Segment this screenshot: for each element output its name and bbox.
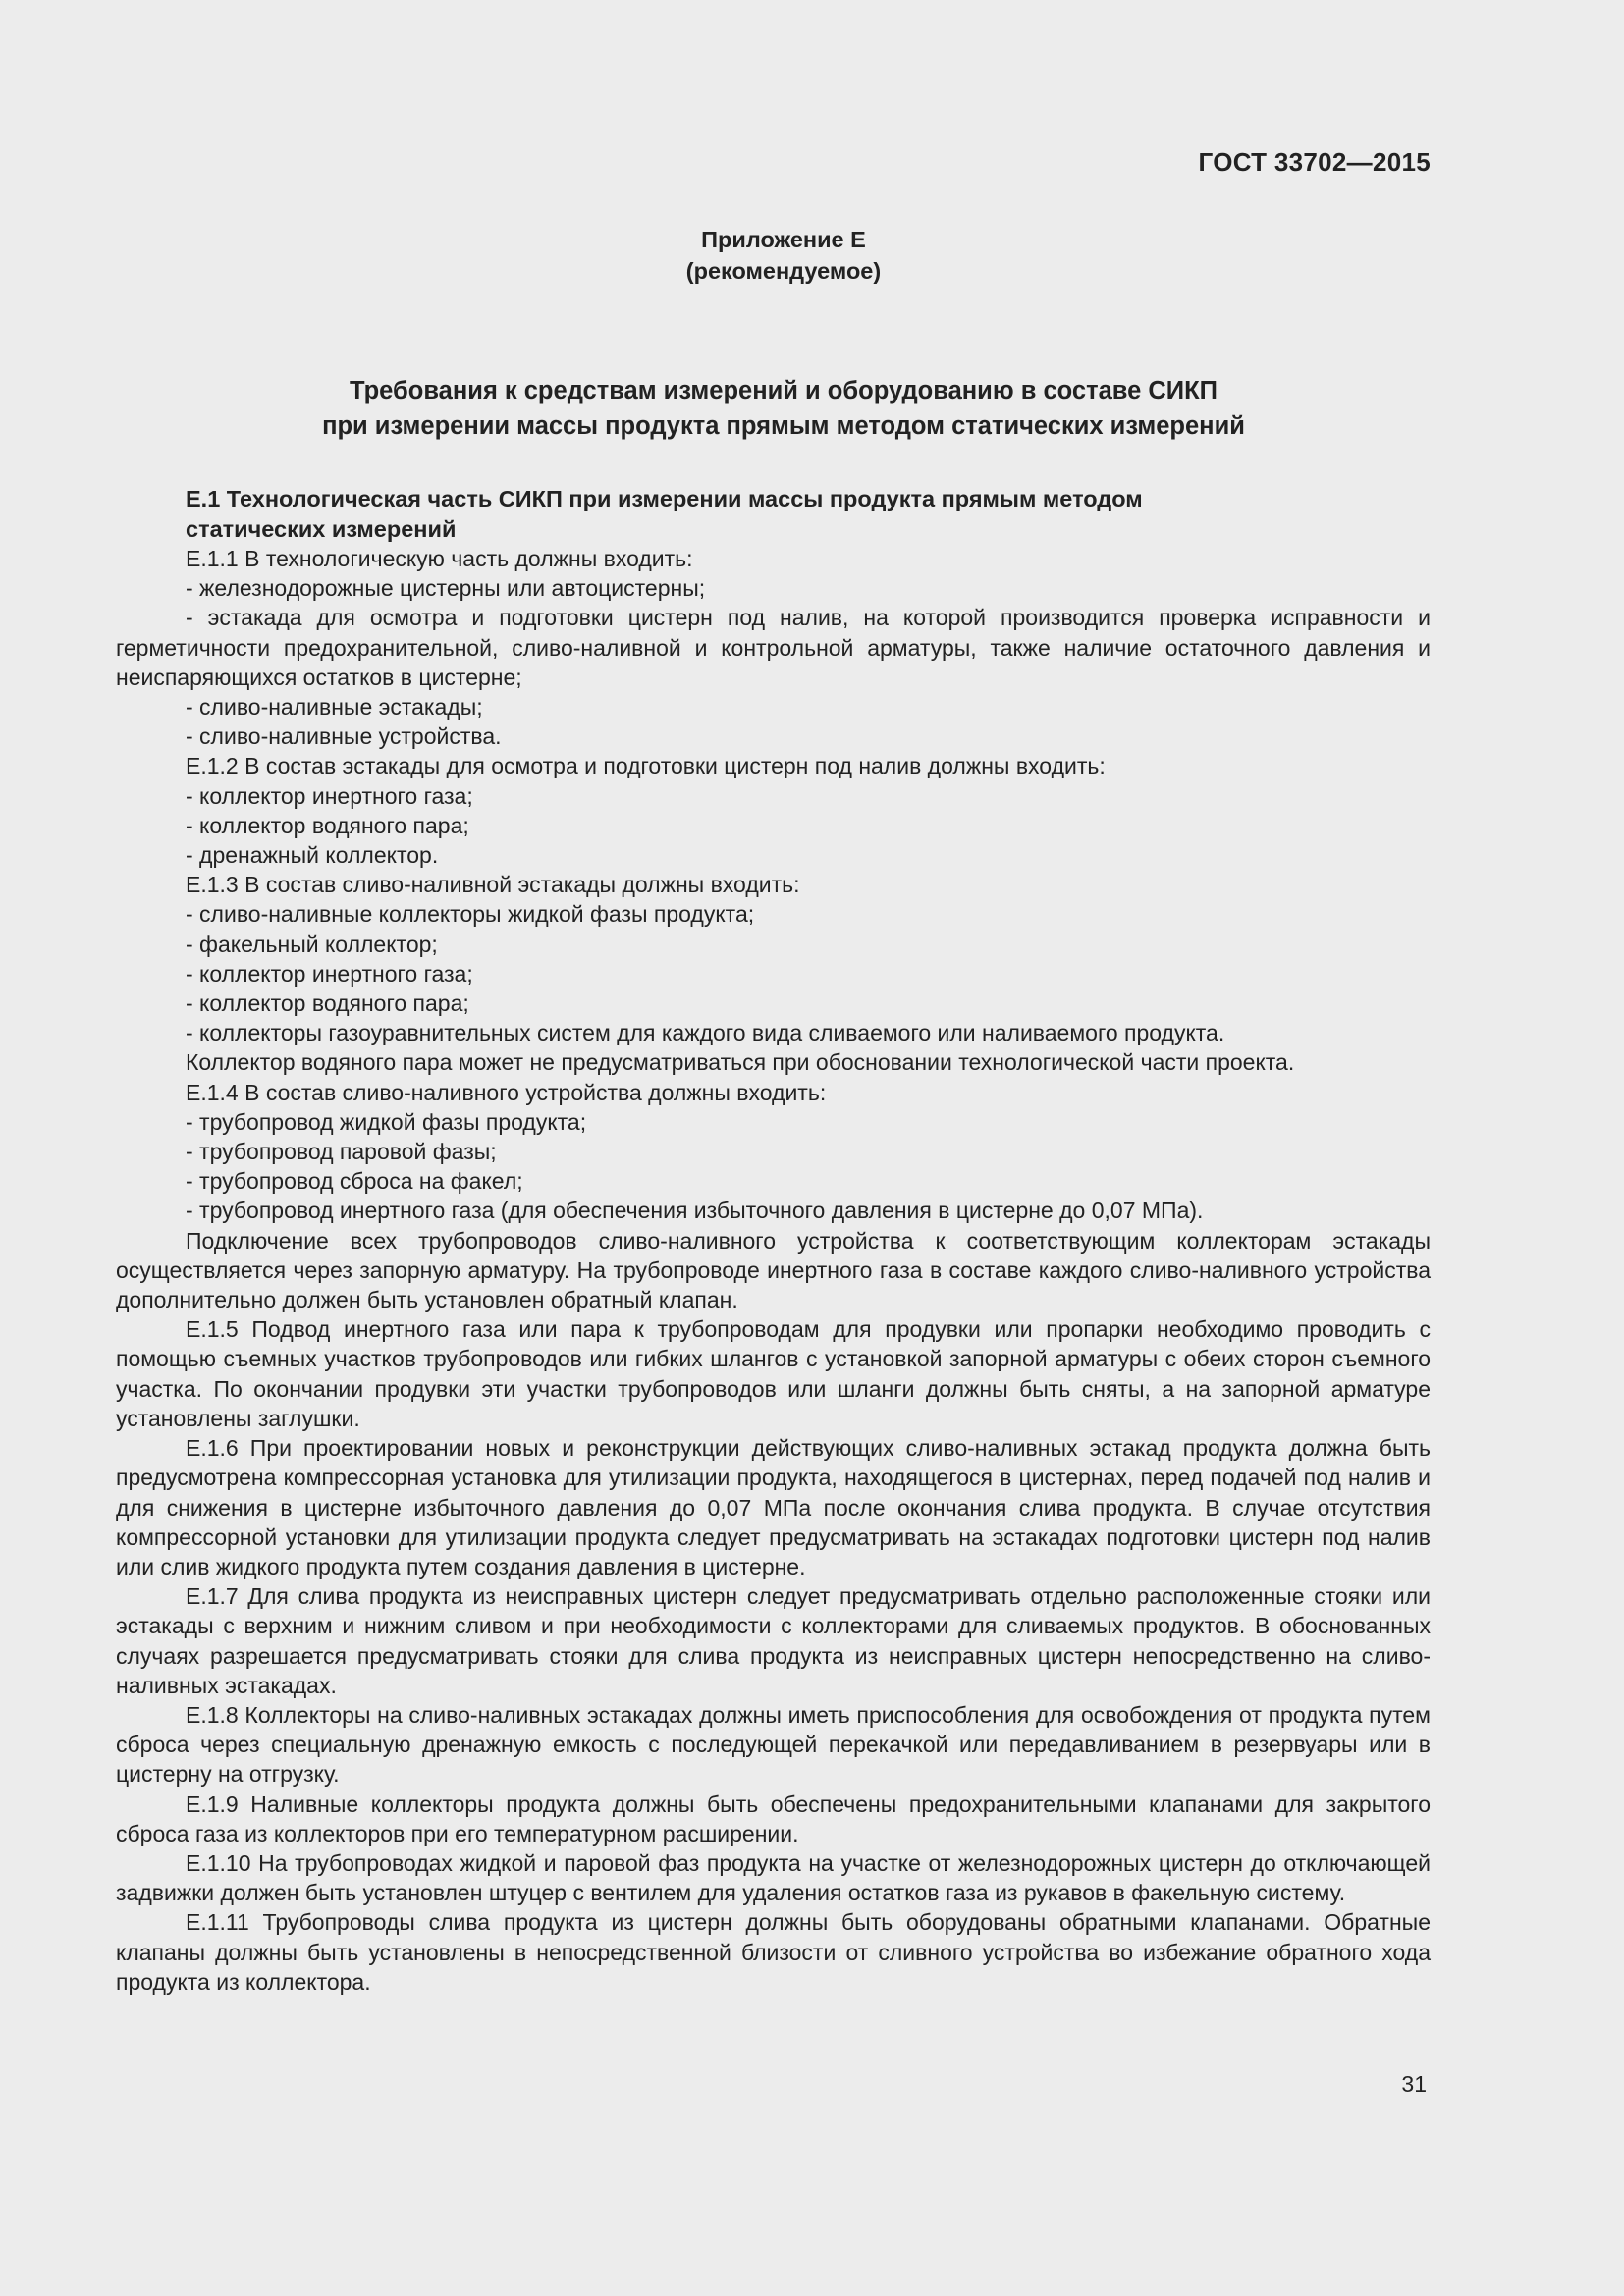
page-number: 31 [1401,2071,1427,2097]
list-item: - трубопровод паровой фазы; [186,1139,497,1165]
list-item: - коллектор инертного газа; [186,782,473,809]
body-paragraph: Е.1.8 Коллекторы на сливо-наливных эстакадах должны иметь приспособления для освобождения от продукта путем сброса через специальную дренажную емкость с последующей перекачкой или передавливанием в резервуары или в цистерну на отгрузку. [116,1701,1431,1788]
appendix-subtitle: (рекомендуемое) [685,258,882,284]
list-item: - факельный коллектор; [186,931,438,957]
list-item: - коллекторы газоуравнительных систем для каждого вида сливаемого или наливаемого продукта. [186,1020,1225,1046]
list-item: - железнодорожные цистерны или автоцистерны; [186,575,706,602]
section-heading: Е.1 Технологическая часть СИКП при измерении массы продукта прямым методом статических измерений [186,486,1143,542]
body-paragraph: Е.1.11 Трубопроводы слива продукта из цистерн должны быть оборудованы обратными клапанами. Обратные клапаны должны быть установлены в непосредственной близости от сливного устройства во избежание обратного хода продукта из коллектора. [116,1909,1431,1995]
list-item: - сливо-наливные эстакады; [186,694,483,721]
list-item: - сливо-наливные коллекторы жидкой фазы продукта; [186,901,755,928]
clause-heading: Е.1.1 В технологическую часть должны входить: [186,546,693,571]
body-paragraph: Е.1.6 При проектировании новых и реконструкции действующих сливо-наливных эстакад продукта должна быть предусмотрена компрессорная установка для утилизации продукта, находящегося в цистернах, перед подачей под налив и для снижения в цистерне избыточного давления до 0,07 МПа после окончания слива продукта. В случае отсутствия компрессорной установки для утилизации продукта следует предусматривать на эстакадах подготовки цистерн под налив или слив жидкого продукта путем создания давления в цистерне. [116,1435,1431,1579]
body-paragraph: Е.1.10 На трубопроводах жидкой и паровой фаз продукта на участке от железнодорожных цистерн до отключающей задвижки должен быть установлен штуцер с вентилем для удаления остатков газа из рукавов в факельную систему. [116,1849,1431,1906]
body-paragraph: Е.1.7 Для слива продукта из неисправных цистерн следует предусматривать отдельно расположенные стояки или эстакады с верхним и нижним сливом и при необходимости с коллекторами для сливаемых продуктов. В обоснованных случаях разрешается предусматривать стояки для слива продукта из неисправных цистерн непосредственно на сливо-наливных эстакадах. [116,1583,1431,1698]
list-item: - коллектор водяного пара; [186,812,469,838]
clause-heading: Е.1.2 В состав эстакады для осмотра и подготовки цистерн под налив должны входить: [186,753,1106,779]
standard-designation: ГОСТ 33702—2015 [1198,147,1431,177]
page-title-line-1: Требования к средствам измерений и оборудованию в составе СИКП [349,377,1218,404]
clause-heading: Е.1.4 В состав сливо-наливного устройства должны входить: [186,1079,827,1105]
list-item: - трубопровод сброса на факел; [186,1168,523,1195]
list-item: - коллектор инертного газа; [186,960,473,987]
body-paragraph: Е.1.9 Наливные коллекторы продукта должны быть обеспечены предохранительными клапанами для закрытого сброса газа из коллекторов при его температурном расширении. [116,1790,1431,1846]
page-title-line-2: при измерении массы продукта прямым методом статических измерений [322,412,1245,440]
body-paragraph: Е.1.5 Подвод инертного газа или пара к трубопроводам для продувки или пропарки необходимо проводить с помощью съемных участков трубопроводов или гибких шлангов с установкой запорной арматуры с обеих сторон съемного участка. По окончании продувки эти участки трубопроводов или шланги должны быть сняты, а на запорной арматуре установлены заглушки. [116,1316,1431,1431]
body-paragraph: Коллектор водяного пара может не предусматриваться при обосновании технологической части проекта. [186,1049,1295,1076]
appendix-heading [0,224,1567,287]
list-item: - трубопровод инертного газа (для обеспечения избыточного давления в цистерне до 0,07 МПа). [186,1198,1204,1224]
appendix-title: Приложение Е [701,227,866,252]
list-item: - эстакада для осмотра и подготовки цистерн под налив, на которой производится проверка исправности и герметичности предохранительной, сливо-наливной и контрольной арматуры, также наличие остаточного давления и неиспаряющихся остатков в цистерне; [116,605,1431,690]
list-item: - трубопровод жидкой фазы продукта; [186,1108,587,1135]
document-body [116,484,1431,1997]
clause-heading: Е.1.3 В состав сливо-наливной эстакады должны входить: [186,872,800,898]
page-title [0,373,1567,444]
list-item: - коллектор водяного пара; [186,990,469,1017]
body-paragraph: Подключение всех трубопроводов сливо-наливного устройства к соответствующим коллекторам эстакады осуществляется через запорную арматуру. На трубопроводе инертного газа в составе каждого сливо-наливного устройства дополнительно должен быть установлен обратный клапан. [116,1227,1431,1313]
list-item: - сливо-наливные устройства. [186,723,502,750]
list-item: - дренажный коллектор. [186,842,439,869]
